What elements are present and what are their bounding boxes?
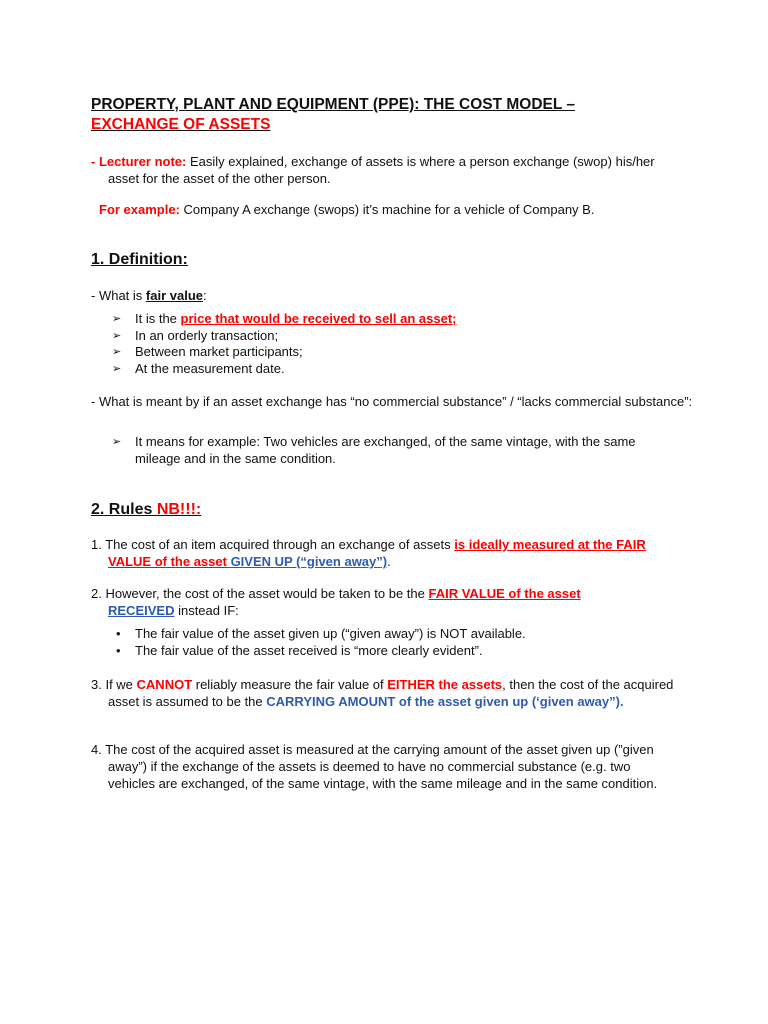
rule-2-blue-highlight: RECEIVED (108, 603, 175, 618)
rule-2 (91, 585, 678, 619)
list-item-text: The fair value of the asset received is “more clearly evident”. (135, 642, 483, 658)
arrow-bullet-icon: ➢ (112, 313, 122, 325)
rules-heading-prefix: 2. Rules (91, 501, 157, 518)
fair-value-bullet-list (112, 311, 672, 377)
rules-heading-nb: NB!!!: (156, 501, 202, 518)
list-item (112, 626, 672, 643)
fair-value-question-prefix: - What is (91, 288, 146, 303)
lecturer-note-text: Easily explained, exchange of assets is where a person exchange (swop) his/her asset for the asset of the other person. (108, 154, 655, 186)
list-item (112, 361, 672, 378)
commercial-substance-question: - What is meant by if an asset exchange has “no commercial substance” / “lacks commercial substance”: (91, 394, 693, 409)
dot-bullet-icon: • (116, 626, 121, 641)
list-item-text: The fair value of the asset given up (“given away”) is NOT available. (135, 626, 526, 641)
fair-value-question (91, 287, 207, 304)
lecturer-note (91, 153, 688, 187)
list-item (112, 344, 672, 361)
example-label: For example: (99, 202, 180, 217)
rule-3-text-a: 3. If we (91, 677, 137, 692)
rule-4: 4. The cost of the acquired asset is measured at the carrying amount of the asset given up (”given away”) if the exchange of the assets is deemed to have no commercial substance (e.g. two vehicles are exchanged, of the same vintage, with the same mileage and in the same condition. (91, 742, 658, 791)
arrow-bullet-icon: ➢ (112, 362, 122, 375)
rule-2-bullet-list (112, 626, 672, 659)
example-text: Company A exchange (swops) it’s machine for a vehicle of Company B. (179, 202, 595, 217)
rule-3 (91, 676, 683, 710)
rule-3-text-b: reliably measure the fair value of (192, 677, 388, 692)
rule-3-either: EITHER the assets (387, 677, 503, 692)
list-item-text: It means for example: Two vehicles are exchanged, of the same vintage, with the same mileage and in the same condition. (135, 434, 636, 466)
definition-heading: 1. Definition: (91, 251, 188, 268)
rules-heading (91, 500, 201, 520)
list-item-text: At the measurement date. (135, 360, 285, 376)
rule-3-text-c: , then the cost of the acquired asset is assumed to be the (108, 677, 674, 709)
rule-1-text: 1. The cost of an item acquired through an exchange of assets (91, 537, 455, 552)
title-line-2: EXCHANGE OF ASSETS (91, 116, 271, 133)
list-item-text: It is the (135, 311, 181, 326)
commercial-substance-bullet-list (112, 434, 672, 467)
rule-1-blue-highlight: GIVEN UP (“given away”) (226, 554, 388, 569)
rule-3-cannot: CANNOT (136, 677, 193, 692)
list-item (112, 434, 672, 467)
page-title (91, 95, 711, 135)
list-item (112, 311, 672, 328)
arrow-bullet-icon: ➢ (112, 436, 122, 448)
rule-1 (91, 536, 678, 570)
rule-3-blue-highlight: CARRYING AMOUNT of the asset given up (‘given away”). (266, 694, 624, 709)
list-item-text: Between market participants; (135, 344, 303, 359)
arrow-bullet-icon: ➢ (112, 346, 122, 358)
example-note (99, 201, 699, 218)
fair-value-question-suffix: : (203, 288, 207, 303)
list-item (112, 328, 672, 345)
rule-1-red-highlight: is ideally measured at the FAIR VALUE of the asset (108, 537, 646, 569)
title-line-1: PROPERTY, PLANT AND EQUIPMENT (PPE): THE COST MODEL – (91, 96, 575, 113)
rule-2-end: instead IF: (174, 603, 239, 618)
fair-value-term: fair value (145, 288, 203, 303)
lecturer-note-label: - Lecturer note: (91, 154, 187, 169)
arrow-bullet-icon: ➢ (112, 329, 122, 342)
rule-2-red-highlight: FAIR VALUE of the asset (428, 586, 581, 601)
list-item (112, 643, 672, 660)
dot-bullet-icon: • (116, 642, 121, 658)
list-item-text: In an orderly transaction; (135, 327, 279, 343)
rule-1-end: . (387, 554, 391, 569)
fair-value-definition-highlight: price that would be received to sell an asset; (180, 311, 457, 326)
rule-2-text: 2. However, the cost of the asset would be taken to be the (91, 586, 429, 601)
